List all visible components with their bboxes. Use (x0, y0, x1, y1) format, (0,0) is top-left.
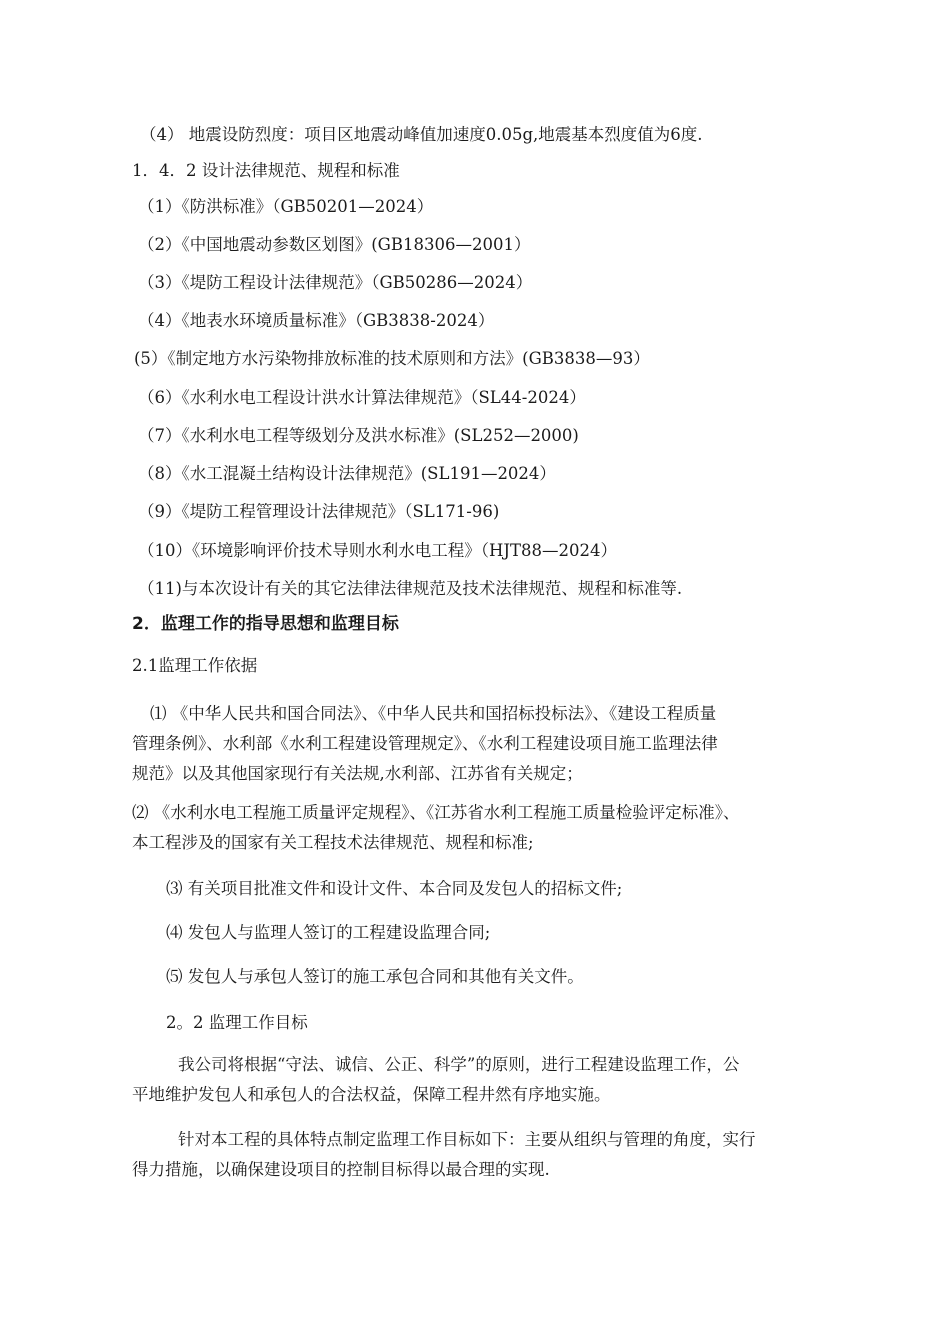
basis-item-1-line-2: 管理条例》、水利部《水利工程建设管理规定》、《水利工程建设项目施工监理法律 (132, 734, 718, 753)
item-seismic-intensity: （4） 地震设防烈度：项目区地震动峰值加速度0.05g,地震基本烈度值为6度. (140, 125, 703, 144)
standard-item-11: （11)与本次设计有关的其它法律法律规范及技术法律规范、规程和标准等. (138, 579, 683, 598)
subheading-2-2: 2。2 监理工作目标 (166, 1013, 308, 1032)
standard-item-1: （1）《防洪标准》（GB50201—2024） (138, 197, 434, 216)
basis-item-2-line-1: ⑵ 《水利水电工程施工质量评定规程》、《江苏省水利工程施工质量检验评定标准》、 (132, 803, 740, 822)
standard-item-4: （4）《地表水环境质量标准》（GB3838-2024） (138, 311, 495, 330)
target-paragraph-1-line-1: 我公司将根据“守法、诚信、公正、科学”的原则，进行工程建设监理工作，公 (178, 1055, 740, 1074)
standard-item-5: (5）《制定地方水污染物排放标准的技术原则和方法》(GB3838—93） (134, 349, 650, 368)
target-paragraph-2-line-1: 针对本工程的具体特点制定监理工作目标如下：主要从组织与管理的角度，实行 (178, 1130, 756, 1149)
basis-item-3: ⑶ 有关项目批准文件和设计文件、本合同及发包人的招标文件; (166, 879, 623, 898)
standard-item-6: （6）《水利水电工程设计洪水计算法律规范》（SL44-2024） (138, 388, 586, 407)
standard-item-7: （7）《水利水电工程等级划分及洪水标准》(SL252—2000) (138, 426, 579, 445)
target-paragraph-2-line-2: 得力措施，以确保建设项目的控制目标得以最合理的实现. (132, 1160, 550, 1179)
basis-item-5: ⑸ 发包人与承包人签订的施工承包合同和其他有关文件。 (166, 967, 584, 986)
heading-1-4-2: 1．4．2 设计法律规范、规程和标准 (132, 161, 400, 180)
standard-item-8: （8）《水工混凝土结构设计法律规范》(SL191—2024） (138, 464, 556, 483)
standard-item-2: （2）《中国地震动参数区划图》(GB18306—2001） (138, 235, 531, 254)
target-paragraph-1-line-2: 平地维护发包人和承包人的合法权益，保障工程井然有序地实施。 (132, 1085, 611, 1104)
subheading-2-1: 2.1监理工作依据 (132, 656, 258, 675)
section-2-heading: 2．监理工作的指导思想和监理目标 (132, 614, 399, 634)
standard-item-3: （3）《堤防工程设计法律规范》（GB50286—2024） (138, 273, 533, 292)
basis-item-1-line-3: 规范》以及其他国家现行有关法规,水利部、江苏省有关规定； (132, 764, 583, 783)
standard-item-9: （9）《堤防工程管理设计法律规范》（SL171-96) (138, 502, 500, 521)
basis-item-2-line-2: 本工程涉及的国家有关工程技术法律规范、规程和标准; (132, 833, 534, 852)
standard-item-10: （10）《环境影响评价技术导则水利水电工程》（HJT88—2024） (138, 541, 617, 560)
basis-item-4: ⑷ 发包人与监理人签订的工程建设监理合同; (166, 923, 491, 942)
basis-item-1-line-1: ⑴ 《中华人民共和国合同法》、《中华人民共和国招标投标法》、《建设工程质量 (150, 704, 717, 723)
